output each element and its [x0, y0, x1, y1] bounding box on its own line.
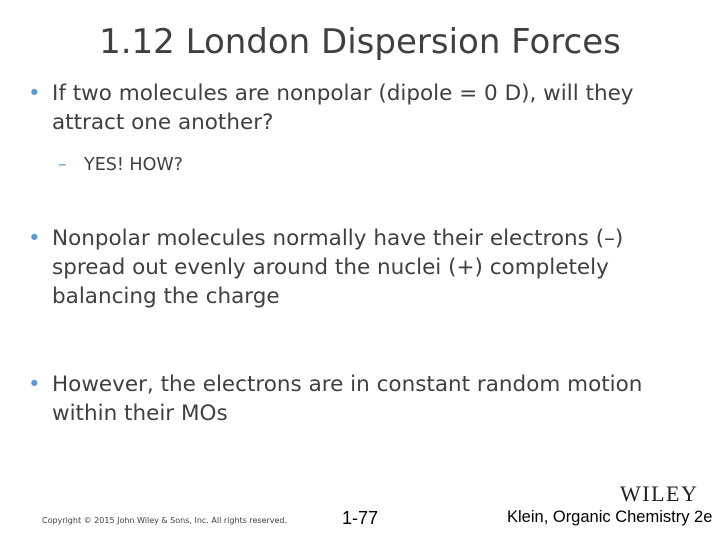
bullet-item: [28, 370, 688, 428]
bullet-item: [28, 79, 688, 137]
bullet-marker: •: [28, 226, 41, 251]
sub-bullet-marker: –: [58, 155, 67, 175]
bullet-item: [28, 224, 688, 311]
bullet-text: If two molecules are nonpolar (dipole = 0 D), will they attract one another?: [52, 81, 634, 135]
sub-bullet-item: [58, 151, 183, 180]
bullet-text: However, the electrons are in constant random motion within their MOs: [52, 372, 643, 426]
bullet-marker: •: [28, 372, 41, 397]
copyright-notice: Copyright © 2015 John Wiley & Sons, Inc. All rights reserved.: [42, 516, 288, 525]
bullet-text: Nonpolar molecules normally have their electrons (–) spread out evenly around the nuclei (+) completely balancing the charge: [52, 226, 624, 309]
wiley-logo: WILEY: [620, 481, 699, 506]
page-number: 1-77: [342, 508, 379, 528]
bullet-marker: •: [28, 81, 41, 106]
sub-bullet-text: YES! HOW?: [84, 155, 183, 175]
slide-title: 1.12 London Dispersion Forces: [99, 22, 621, 62]
book-reference: Klein, Organic Chemistry 2e: [507, 508, 713, 526]
